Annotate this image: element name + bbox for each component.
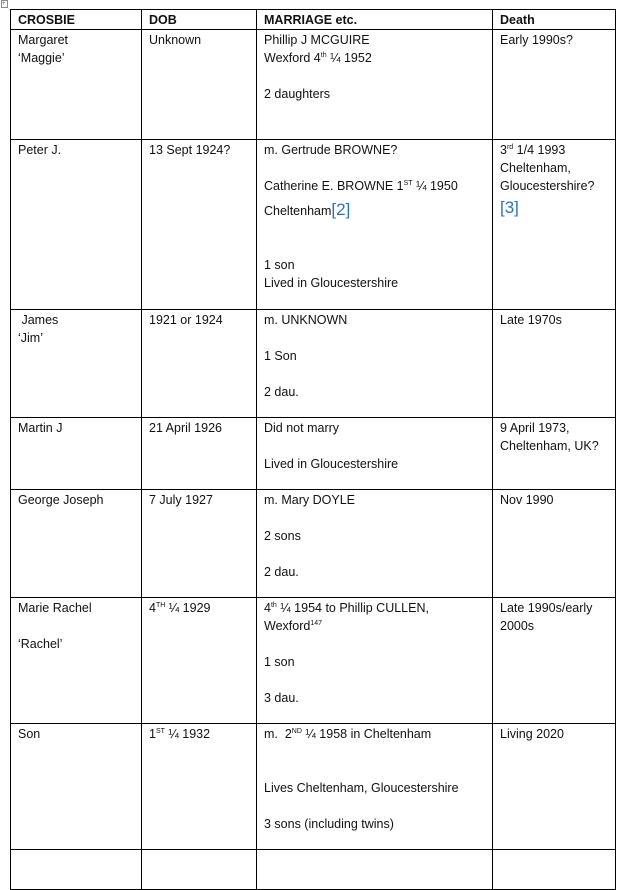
table-row — [11, 598, 616, 724]
citation-link[interactable]: [3] — [500, 198, 519, 217]
children-text: 1 son — [264, 655, 295, 669]
cell-dob: Unknown — [142, 30, 257, 140]
cell-marriage — [257, 418, 493, 490]
name-text: Margaret — [18, 33, 69, 47]
children-text: 1 Son — [264, 349, 297, 363]
spouse-text: m. Mary DOYLE — [264, 493, 355, 507]
children-text: 2 daughters — [264, 87, 331, 101]
table-row — [11, 310, 616, 418]
cell-name — [11, 598, 142, 724]
cell-dob — [142, 724, 257, 850]
marriage-status-text: Did not marry — [264, 421, 340, 435]
cell-dob: 13 Sept 1924? — [142, 140, 257, 310]
cell-marriage — [257, 598, 493, 724]
table-row — [11, 140, 616, 310]
name-text: Marie Rachel — [18, 601, 92, 615]
citation-link[interactable]: [2] — [331, 200, 351, 219]
spouse-text: m. Gertrude BROWNE? — [264, 143, 398, 157]
death-place-text: Cheltenham, UK? — [500, 439, 599, 453]
dob-text: 1ST ¼ 1932 — [149, 727, 211, 741]
cell-dob: 7 July 1927 — [142, 490, 257, 598]
cell-name — [11, 418, 142, 490]
children-text: 2 dau. — [264, 565, 299, 579]
name-text: George Joseph — [18, 493, 104, 507]
cell-death — [493, 140, 616, 310]
children-text: 3 dau. — [264, 691, 299, 705]
children-text: 2 sons — [264, 529, 301, 543]
name-text: Son — [18, 727, 41, 741]
name-text: James — [18, 313, 59, 327]
spouse-text: Catherine E. BROWNE 1ST ¼ 1950 — [264, 179, 458, 193]
cell-dob — [142, 598, 257, 724]
cell-death — [493, 850, 616, 890]
children-text: 1 son — [264, 258, 295, 272]
cell-death: Living 2020 — [493, 724, 616, 850]
family-table — [10, 9, 616, 890]
nickname-text: ‘Maggie’ — [18, 51, 65, 65]
marriage-place-text: Wexford$^{147}$ — [264, 619, 323, 633]
marriage-place-text: Cheltenham[2] — [264, 200, 351, 219]
cell-dob: 1921 or 1924 — [142, 310, 257, 418]
cell-dob: 21 April 1926 — [142, 418, 257, 490]
residence-text: Lives Cheltenham, Gloucestershire — [264, 781, 459, 795]
nickname-text: ‘Rachel’ — [18, 637, 63, 651]
marriage-date-text: 4th ¼ 1954 to Phillip CULLEN, — [264, 601, 429, 615]
nickname-text: ‘Jim’ — [18, 331, 43, 345]
table-row — [11, 30, 616, 140]
cell-death: Nov 1990 — [493, 490, 616, 598]
death-place-text: Gloucestershire? — [500, 179, 595, 193]
header-row — [11, 10, 616, 30]
table-row — [11, 490, 616, 598]
cell-marriage — [257, 30, 493, 140]
cell-marriage — [257, 850, 493, 890]
header-crosbie: CROSBIE — [11, 10, 142, 30]
header-marriage: MARRIAGE etc. — [257, 10, 493, 30]
cell-dob — [142, 850, 257, 890]
cell-name — [11, 140, 142, 310]
cell-marriage — [257, 490, 493, 598]
cell-name — [11, 490, 142, 598]
name-text: Martin J — [18, 421, 63, 435]
death-date-text: 3rd 1/4 1993 — [500, 143, 566, 157]
cell-death — [493, 418, 616, 490]
death-date-text: Late 1990s/early — [500, 601, 593, 615]
header-death: Death — [493, 10, 616, 30]
table-anchor-icon: + — [1, 0, 8, 8]
death-date-text: 9 April 1973, — [500, 421, 570, 435]
spouse-text: m. UNKNOWN — [264, 313, 348, 327]
cell-name — [11, 30, 142, 140]
cell-name — [11, 850, 142, 890]
children-text: 2 dau. — [264, 385, 299, 399]
spouse-text: Phillip J MCGUIRE — [264, 33, 370, 47]
death-place-text: Cheltenham, — [500, 161, 571, 175]
table-row — [11, 418, 616, 490]
marriage-date-text: m. 2ND ¼ 1958 in Cheltenham — [264, 727, 432, 741]
name-text: Peter J. — [18, 143, 62, 157]
residence-text: Lived in Gloucestershire — [264, 457, 399, 471]
cell-death: Early 1990s? — [493, 30, 616, 140]
dob-text: 4TH ¼ 1929 — [149, 601, 211, 615]
death-date-text: 2000s — [500, 619, 535, 633]
cell-death — [493, 598, 616, 724]
header-dob: DOB — [142, 10, 257, 30]
cell-name — [11, 310, 142, 418]
cell-marriage — [257, 310, 493, 418]
cell-marriage — [257, 140, 493, 310]
residence-text: Lived in Gloucestershire — [264, 276, 399, 290]
cell-name — [11, 724, 142, 850]
table-row-partial — [11, 850, 616, 890]
children-text: 3 sons (including twins) — [264, 817, 394, 831]
table-row — [11, 724, 616, 850]
cell-death: Late 1970s — [493, 310, 616, 418]
marriage-place-text: Wexford 4th ¼ 1952 — [264, 51, 372, 65]
cell-marriage — [257, 724, 493, 850]
